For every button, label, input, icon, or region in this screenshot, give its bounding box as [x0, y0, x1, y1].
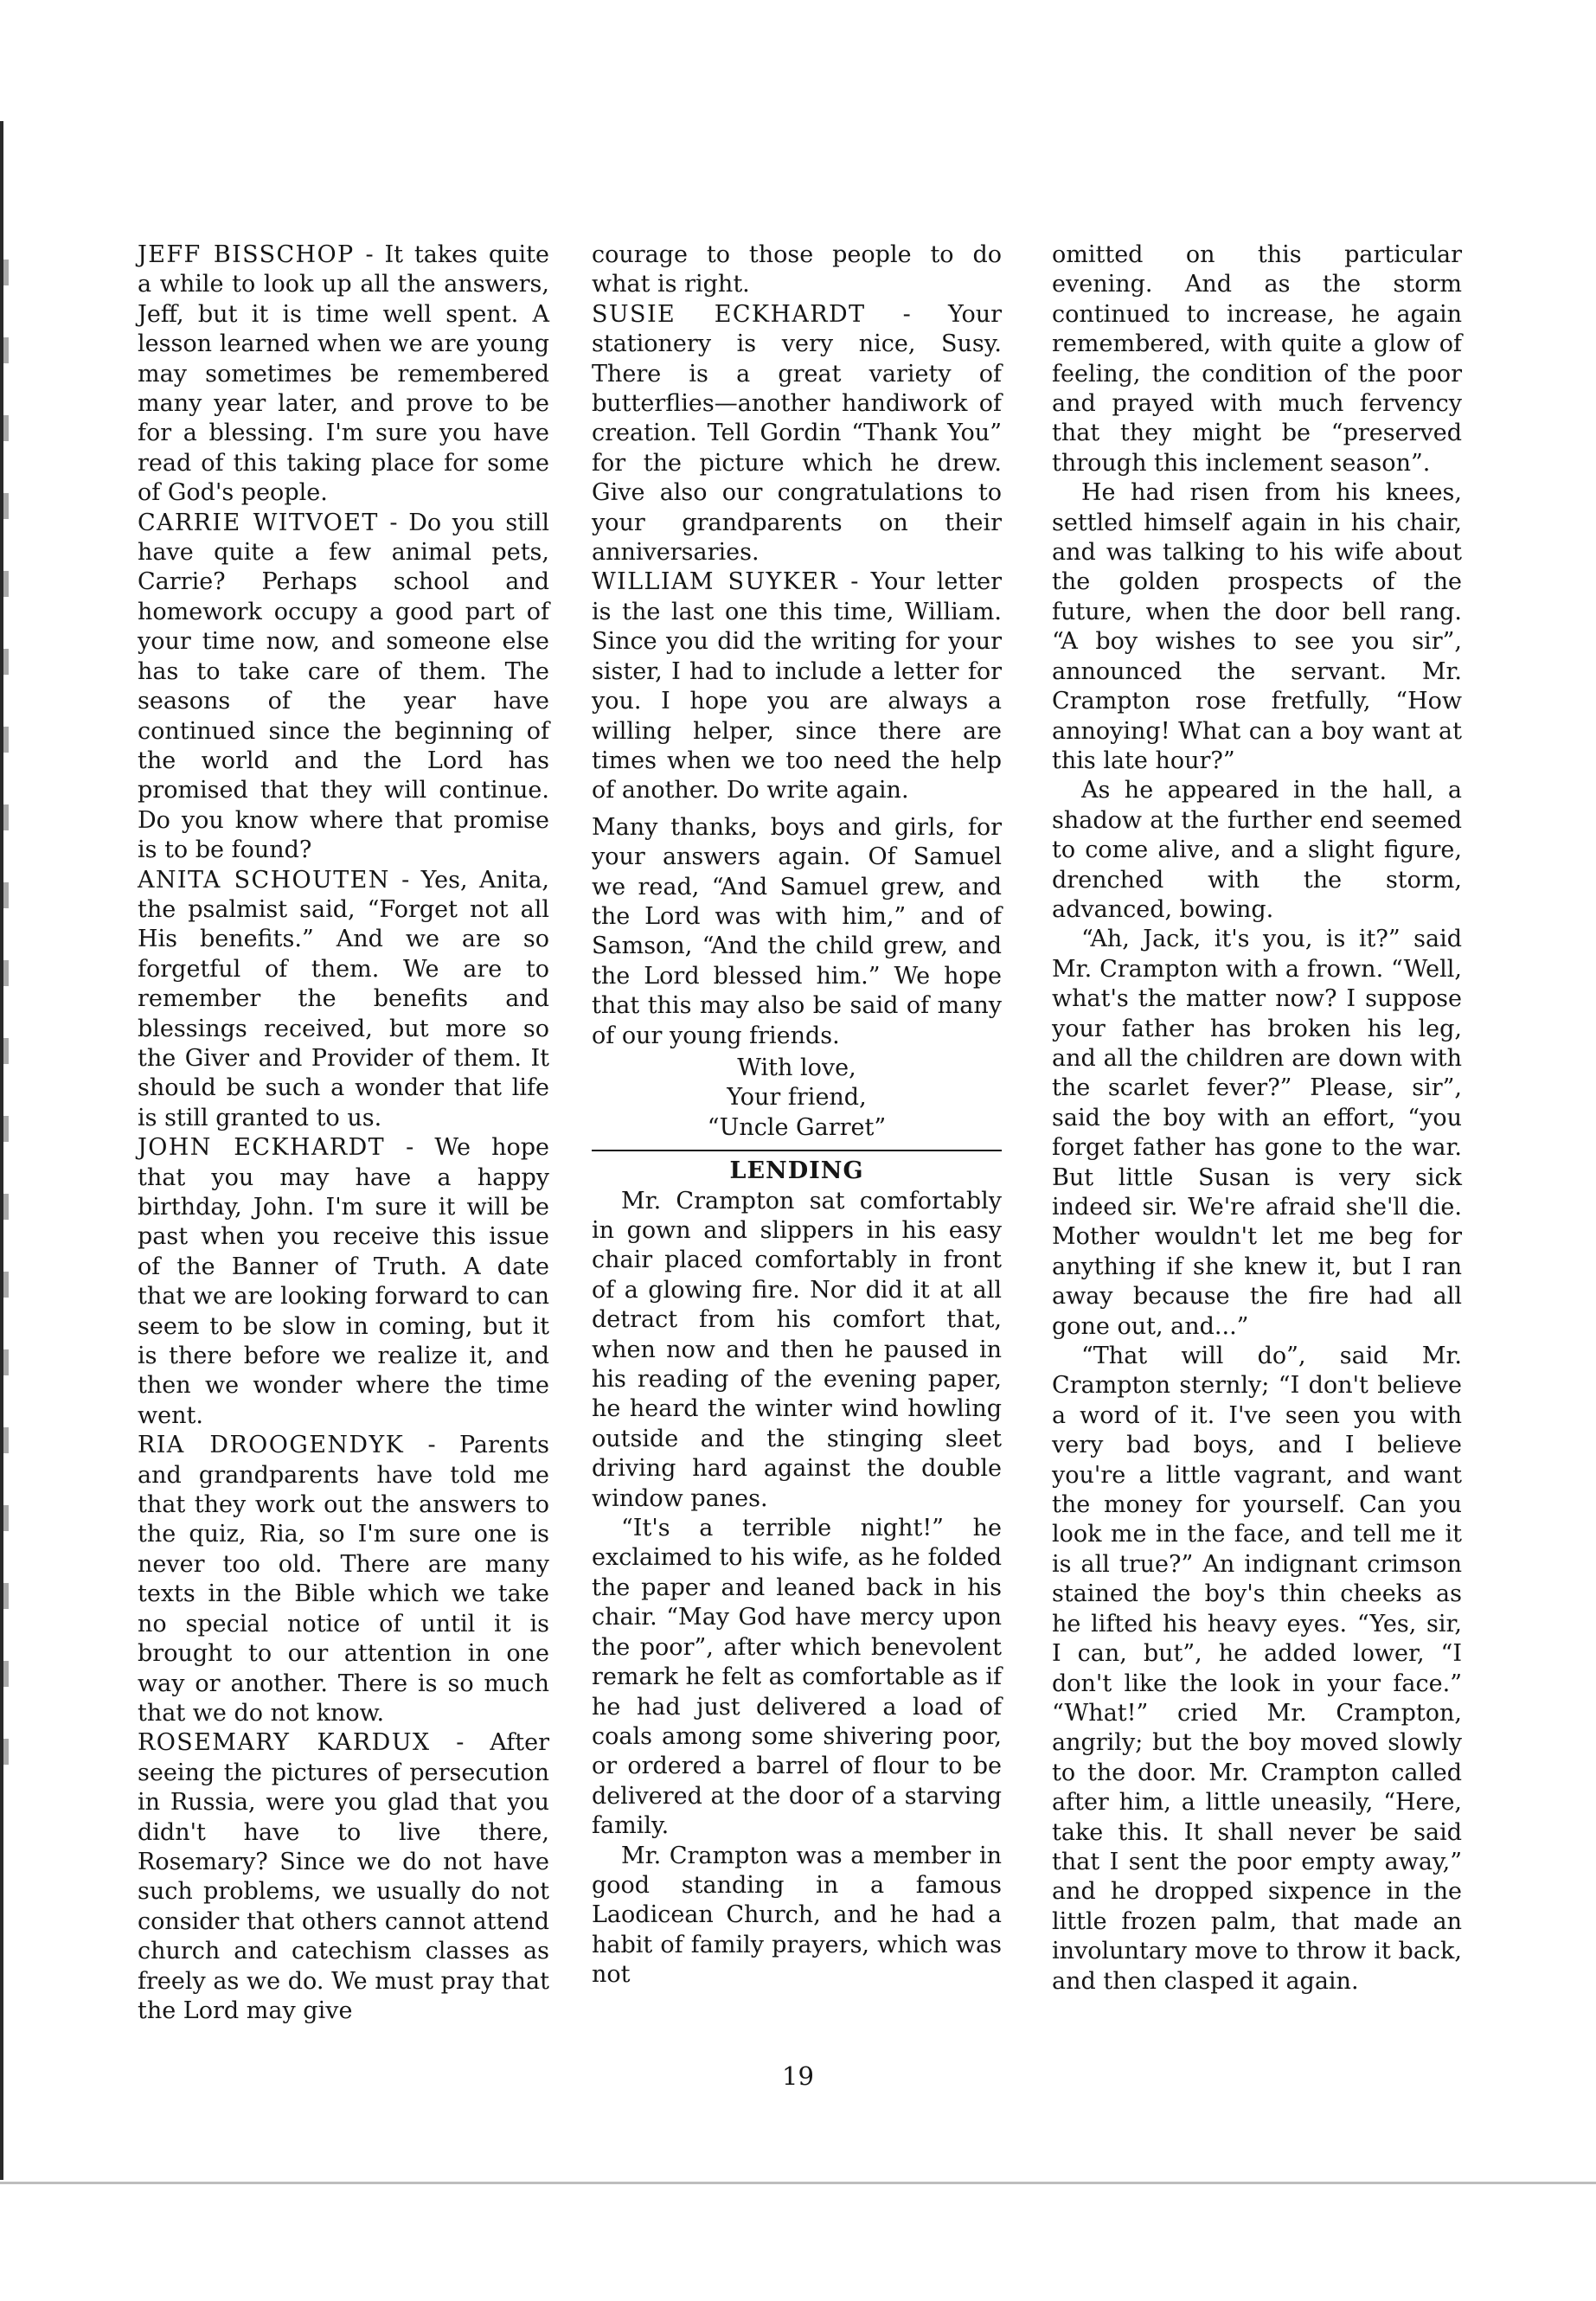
reply-text: After seeing the pictures of persecution in Russia, were you glad that you didn't have to live there, Rosemary? Since we do not have such problems, we usually do not consider that others cannot attend church and catechism classes as freely as we do. We must pray that the Lord may give	[138, 1729, 549, 2024]
story-paragraph: Mr. Crampton sat comfortably in gown and slippers in his easy chair placed comfortably in front of a glowing fire. Nor did it at all detract from his comfort that, when now and then he paused in his reading of the evening paper, he heard the winter wind howling outside and the stinging sleet driving hard against the double window panes.	[592, 1187, 1002, 1512]
story-paragraph: “That will do”, said Mr. Crampton sternly; “I don't believe a word of it. I've seen you with very bad boys, and I believe you're a little vagrant, and want the money for yourself. Can you look me in the face, and tell me it is all true?” An indignant crimson stained the boy's thin cheeks as he lifted his heavy eyes. “Yes, sir, I can, but”, he added lower, “I don't like the look in your face.” “What!” cried Mr. Crampton, angrily; but the boy moved slowly to the door. Mr. Crampton called after him, a little uneasily, “Here, take this. It shall never be said that I sent the poor empty away,” and he dropped sixpence in the little frozen palm, that made an involuntary move to throw it back, and then clasped it again.	[1052, 1343, 1462, 1995]
reply-name: ROSEMARY KARDUX	[138, 1729, 431, 1757]
reply-entry: CARRIE WITVOET - Do you still have quite a few animal pets, Carrie? Perhaps school and homework occupy a good part of your time now, and someone else has to take care of them. The seasons of the year have continued since the beginning of the world and the Lord has promised that they will continue. Do you know where that promise is to be found?	[138, 509, 549, 864]
section-divider	[592, 1150, 1002, 1151]
reply-entry: JEFF BISSCHOP - It takes quite a while to look up all the answers, Jeff, but it is time well spent. A lesson learned when we are young may sometimes be remembered many year later, and prove to be for a blessing. I'm sure you have read of this taking place for some of God's people.	[138, 241, 549, 507]
story-paragraph: “Ah, Jack, it's you, is it?” said Mr. Crampton with a frown. “Well, what's the matter now? I suppose your father has broken his leg, and all the children are down with the scarlet fever?” Please, sir”, said the boy with an effort, “you forget father has gone to the war. But little Susan is very sick indeed sir. We're afraid she'll die. Mother wouldn't let me beg for anything if she knew it, but I ran away because the fire had all gone out, and...”	[1052, 926, 1462, 1340]
closing-paragraph: Many thanks, boys and girls, for your answers again. Of Samuel we read, “And Samuel grew, and the Lord was with him,” and of Samson, “And the child grew, and the Lord blessed him.” We hope that this may also be said of many of our young friends.	[592, 813, 1002, 1049]
reply-entry: ANITA SCHOUTEN - Yes, Anita, the psalmist said, “Forget not all His benefits.” And we are so forgetful of them. We are to remember the benefits and blessings received, but more so the Giver and Provider of them. It should be such a wonder that life is still granted to us.	[138, 866, 549, 1131]
reply-text: Your stationery is very nice, Susy. There is a great variety of butterflies—another handiwork of creation. Tell Gordin “Thank You” for the picture which he drew. Give also our congratulations to your grandparents on their anniversaries.	[592, 300, 1003, 567]
reply-text: It takes quite a while to look up all the answers, Jeff, but it is time well spent. A lesson learned when we are young may sometimes be remembered many year later, and prove to be for a blessing. I'm sure you have read of this taking place for some of God's people.	[138, 241, 549, 507]
reply-text: Yes, Anita, the psalmist said, “Forget not all His benefits.” And we are so forgetful of them. We are to remember the benefits and blessings received, but more so the Giver and Provider of them. It should be such a wonder that life is still granted to us.	[138, 866, 549, 1131]
story-title: LENDING	[729, 1157, 864, 1185]
story-paragraph: He had risen from his knees, settled himself again in his chair, and was talking to his wife about the golden prospects of the future, when the door bell rang. “A boy wishes to see you sir”, announced the servant. Mr. Crampton rose fretfully, “How annoying! What can a boy want at this late hour?”	[1052, 479, 1462, 774]
continued-text: courage to those people to do what is right.	[592, 241, 1002, 298]
reply-entry: RIA DROOGENDYK - Parents and grandparents have told me that they work out the answers to the quiz, Ria, so I'm sure one is never too old. There are many texts in the Bible which we take no special notice of until it is brought to our attention in one way or another. There is so much that we do not know.	[138, 1432, 549, 1727]
reply-entry: JOHN ECKHARDT - We hope that you may have a happy birthday, John. I'm sure it will be past when you receive this issue of the Banner of Truth. A date that we are looking forward to can seem to be slow in coming, but it is there before we realize it, and then we wonder where the time went.	[138, 1134, 549, 1429]
signoff-line: Your friend,	[727, 1084, 867, 1112]
reply-entry: ROSEMARY KARDUX - After seeing the pictures of persecution in Russia, were you glad that you didn't have to live there, Rosemary? Since we do not have such problems, we usually do not consider that others cannot attend church and catechism classes as freely as we do. We must pray that the Lord may give	[138, 1729, 549, 2024]
scan-left-smudge	[3, 260, 9, 1817]
reply-entry: SUSIE ECKHARDT - Your stationery is very nice, Susy. There is a great variety of butterflies—another handiwork of creation. Tell Gordin “Thank You” for the picture which he drew. Give also our congratulations to your grandparents on their anniversaries.	[592, 300, 1003, 567]
column-3	[1052, 240, 1462, 1997]
reply-name: WILLIAM SUYKER	[592, 568, 839, 596]
story-paragraph: As he appeared in the hall, a shadow at the further end seemed to come alive, and a slight figure, drenched with the storm, advanced, bowing.	[1052, 777, 1462, 923]
story-paragraph: “It's a terrible night!” he exclaimed to his wife, as he folded the paper and leaned back in his chair. “May God have mercy upon the poor”, after which benevolent remark he felt as comfortable as if he had just delivered a load of coals among some shivering poor, or ordered a barrel of flour to be delivered at the door of a starving family.	[592, 1515, 1002, 1840]
reply-text: We hope that you may have a happy birthday, John. I'm sure it will be past when you receive this issue of the Banner of Truth. A date that we are looking forward to can seem to be slow in coming, but it is there before we realize it, and then we wonder where the time went.	[138, 1134, 549, 1429]
reply-text: Your letter is the last one this time, William. Since you did the writing for your sister, I had to include a letter for you. I hope you are always a willing helper, since there are times when we too need the help of another. Do write again.	[592, 568, 1002, 804]
signoff-signature: “Uncle Garret”	[707, 1113, 887, 1141]
column-2	[592, 240, 1002, 1990]
reply-name: RIA DROOGENDYK	[138, 1432, 405, 1459]
story-paragraph: Mr. Crampton was a member in good standing in a famous Laodicean Church, and he had a habit of family prayers, which was not	[592, 1842, 1002, 1989]
column-1	[138, 240, 549, 2026]
reply-name: ANITA SCHOUTEN	[138, 866, 390, 894]
continued-text: omitted on this particular evening. And as the storm continued to increase, he again remembered, with quite a glow of feeling, the condition of the poor and prayed with much fervency that they might be “preserved through this inclement season”.	[1052, 241, 1462, 477]
reply-name: CARRIE WITVOET	[138, 509, 379, 536]
reply-name: SUSIE ECKHARDT	[592, 300, 866, 328]
scan-bottom-edge	[0, 2182, 1596, 2184]
reply-name: JEFF BISSCHOP	[138, 241, 355, 268]
reply-text: Do you still have quite a few animal pets, Carrie? Perhaps school and homework occupy a good part of your time now, and someone else has to take care of them. The seasons of the year have continued since the beginning of the world and the Lord has promised that they will continue. Do you know where that promise is to be found?	[138, 509, 549, 864]
signoff	[592, 1054, 1002, 1143]
reply-entry: WILLIAM SUYKER - Your letter is the last one this time, William. Since you did the writing for your sister, I had to include a letter for you. I hope you are always a willing helper, since there are times when we too need the help of another. Do write again.	[592, 568, 1002, 804]
reply-name: JOHN ECKHARDT	[138, 1134, 386, 1162]
signoff-line: With love,	[737, 1054, 856, 1081]
page-number: 19	[782, 2061, 814, 2091]
reply-text: Parents and grandparents have told me that they work out the answers to the quiz, Ria, so I'm sure one is never too old. There are many texts in the Bible which we take no special notice of until it is brought to our attention in one way or another. There is so much that we do not know.	[138, 1432, 549, 1727]
